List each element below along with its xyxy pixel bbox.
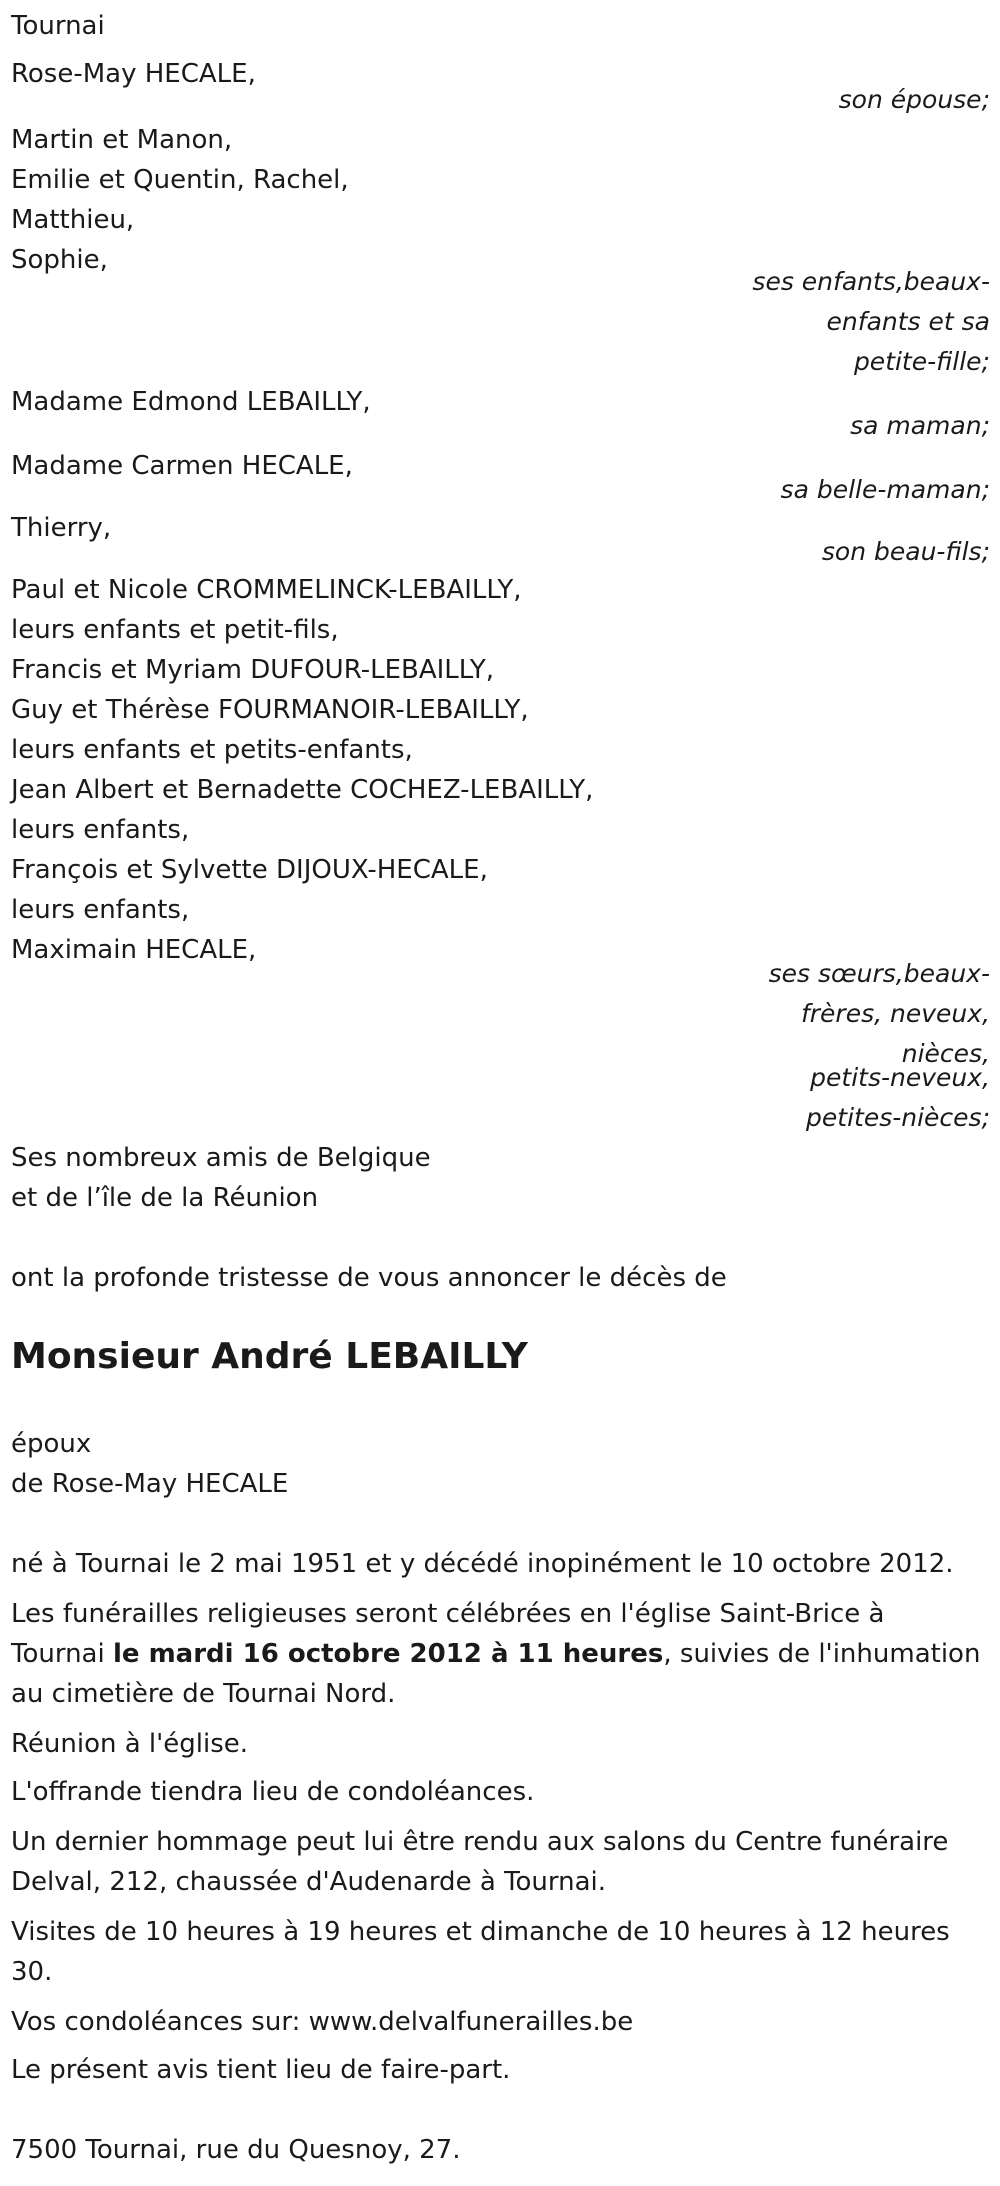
sibling-line: Maximain HECALE, <box>11 935 257 965</box>
son-in-law-role: son beau-fils; <box>821 537 990 566</box>
sibling-line: leurs enfants et petit-fils, <box>11 615 339 645</box>
children-role-line: ses enfants,beaux- <box>752 267 990 296</box>
meeting-text: Réunion à l'église. <box>11 1729 249 1759</box>
deceased-name: Monsieur André LEBAILLY <box>11 1336 528 1377</box>
notice-text: Le présent avis tient lieu de faire-part. <box>11 2055 511 2085</box>
child-line: Matthieu, <box>11 205 135 235</box>
children-role-line: enfants et sa <box>826 307 990 336</box>
offering-text: L'offrande tiendra lieu de condoléances. <box>11 1777 535 1807</box>
mother-role: sa maman; <box>850 411 990 440</box>
wife-name: Rose-May HECALE, <box>11 59 256 89</box>
birth-death-text: né à Tournai le 2 mai 1951 et y décédé inopinément le 10 octobre 2012. <box>11 1549 954 1579</box>
child-line: Sophie, <box>11 245 108 275</box>
funeral-date: le mardi 16 octobre 2012 à 11 heures <box>112 1639 664 1669</box>
sibling-line: leurs enfants et petits-enfants, <box>11 735 413 765</box>
siblings-role-line: nièces, <box>901 1039 990 1068</box>
child-line: Martin et Manon, <box>11 125 233 155</box>
friends-line: et de l’île de la Réunion <box>11 1183 319 1213</box>
funeral-text-end: , suivies de l'inhumation au cimetière de Tournai Nord. <box>11 1639 981 1709</box>
mother-name: Madame Edmond LEBAILLY, <box>11 387 371 417</box>
son-in-law-name: Thierry, <box>11 513 112 543</box>
siblings-role-line: petites-nièces; <box>806 1103 990 1132</box>
announcement-text: ont la profonde tristesse de vous annoncer le décès de <box>11 1263 727 1293</box>
condolences-text: Vos condoléances sur: www.delvalfunerailles.be <box>11 2007 634 2037</box>
sibling-line: François et Sylvette DIJOUX-HECALE, <box>11 855 488 885</box>
relation-line: de Rose-May HECALE <box>11 1469 289 1499</box>
sibling-line: leurs enfants, <box>11 815 190 845</box>
tribute-paragraph: Un dernier hommage peut lui être rendu aux salons du Centre funéraire Delval, 212, chaussée d'Audenarde à Tournai. <box>11 1827 949 1897</box>
mother-in-law-role: sa belle-maman; <box>780 475 990 504</box>
sibling-line: leurs enfants, <box>11 895 190 925</box>
relation-line: époux <box>11 1429 92 1459</box>
mother-in-law-name: Madame Carmen HECALE, <box>11 451 353 481</box>
child-line: Emilie et Quentin, Rachel, <box>11 165 349 195</box>
friends-line: Ses nombreux amis de Belgique <box>11 1143 431 1173</box>
siblings-role-line: ses sœurs,beaux- <box>768 959 990 988</box>
header-place: Tournai <box>11 11 105 41</box>
siblings-role-line: frères, neveux, <box>800 999 990 1028</box>
sibling-line: Jean Albert et Bernadette COCHEZ-LEBAILLY, <box>11 775 594 805</box>
funeral-text-start: Les funérailles religieuses seront célébrées en l'église Saint-Brice à Tournai <box>11 1599 885 1669</box>
siblings-role-line: petits-neveux, <box>810 1063 990 1092</box>
children-role-line: petite-fille; <box>853 347 990 376</box>
wife-role: son épouse; <box>838 85 990 114</box>
sibling-line: Guy et Thérèse FOURMANOIR-LEBAILLY, <box>11 695 529 725</box>
address-text: 7500 Tournai, rue du Quesnoy, 27. <box>11 2135 461 2165</box>
visits-paragraph: Visites de 10 heures à 19 heures et dimanche de 10 heures à 12 heures 30. <box>11 1917 950 1987</box>
sibling-line: Paul et Nicole CROMMELINCK-LEBAILLY, <box>11 575 522 605</box>
sibling-line: Francis et Myriam DUFOUR-LEBAILLY, <box>11 655 494 685</box>
funeral-paragraph <box>11 1594 986 1714</box>
